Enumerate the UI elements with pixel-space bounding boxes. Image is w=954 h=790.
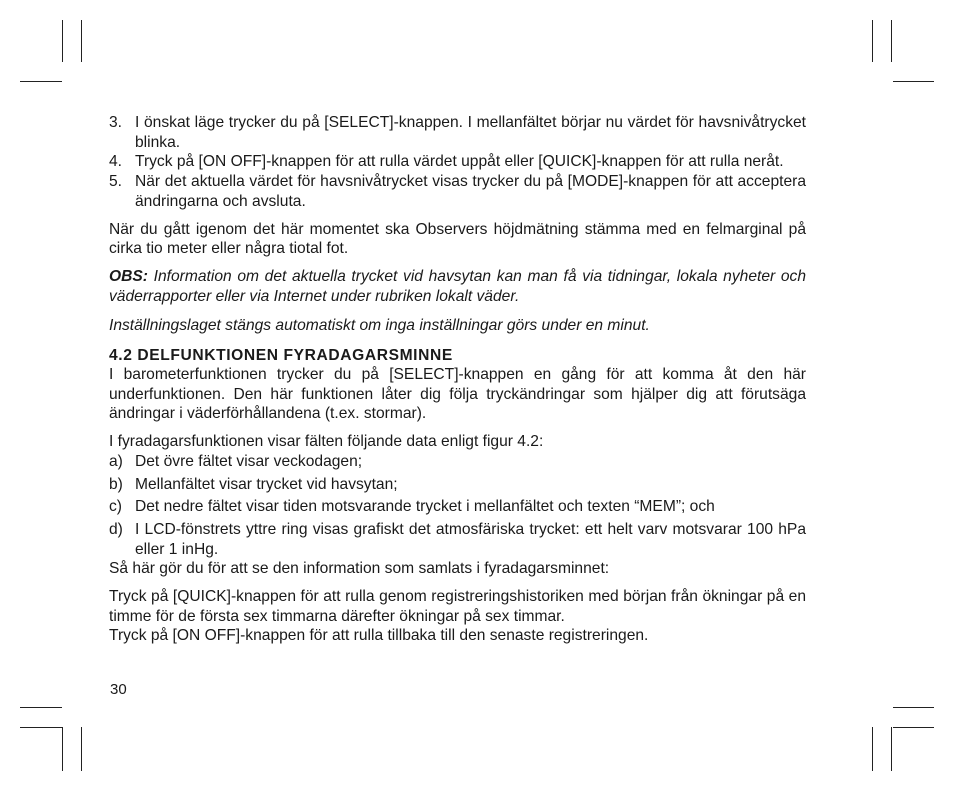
crop-mark xyxy=(872,20,873,62)
item-text: Det nedre fältet visar tiden motsvarande trycket i mellanfältet och texten “MEM”; och xyxy=(135,498,715,516)
step-text: I önskat läge trycker du på [SELECT]-knappen. I mellanfältet börjar nu värdet för havsnivåtrycket blinka. xyxy=(135,114,806,151)
crop-mark xyxy=(62,727,63,771)
crop-mark xyxy=(872,727,873,771)
item-text: I LCD-fönstrets yttre ring visas grafiskt det atmosfäriska trycket: ett helt varv motsvarar 100 hPa eller 1 inHg. xyxy=(135,520,806,558)
settings-exit-note: Inställningslaget stängs automatiskt om inga inställningar görs under en minut. xyxy=(109,317,650,335)
step-number: 3. xyxy=(109,114,123,131)
crop-mark xyxy=(20,727,62,728)
paragraph-onoff: Tryck på [ON OFF]-knappen för att rulla tillbaka till den senaste registreringen. xyxy=(109,627,649,645)
step-text: Tryck på [ON OFF]-knappen för att rulla värdet uppåt eller [QUICK]-knappen för att rulla neråt. xyxy=(135,153,784,171)
step-number: 4. xyxy=(109,153,123,171)
lettered-item xyxy=(109,475,806,495)
numbered-step xyxy=(109,152,806,172)
page-number: 30 xyxy=(110,681,127,698)
crop-mark xyxy=(893,727,934,728)
crop-mark xyxy=(20,707,62,708)
page-content xyxy=(109,113,806,646)
item-letter: a) xyxy=(109,452,123,470)
crop-mark xyxy=(891,727,892,771)
item-text: Mellanfältet visar trycket vid havsytan; xyxy=(135,475,398,493)
crop-mark xyxy=(20,81,62,82)
paragraph-accuracy: När du gått igenom det här momentet ska Observers höjdmätning stämma med en felmarginal på cirka tio meter eller några tiotal fot. xyxy=(109,220,806,258)
crop-mark xyxy=(81,20,82,62)
item-letter: b) xyxy=(109,475,123,493)
numbered-step xyxy=(109,113,806,152)
crop-mark xyxy=(893,707,934,708)
lettered-item xyxy=(109,452,806,472)
obs-note xyxy=(109,267,806,306)
item-letter: d) xyxy=(109,520,123,538)
item-letter: c) xyxy=(109,498,122,516)
paragraph-quick: Tryck på [QUICK]-knappen för att rulla genom registreringshistoriken med början från ökningar på en timme för de första sex timmarna därefter ökningar på sex timmar. xyxy=(109,588,806,625)
step-text: När det aktuella värdet för havsnivåtrycket visas trycker du på [MODE]-knappen för att acceptera ändringarna och avsluta. xyxy=(135,173,806,210)
paragraph-how-to: Så här gör du för att se den information som samlats i fyradagarsminnet: xyxy=(109,560,610,578)
obs-text: Information om det aktuella trycket vid havsytan kan man få via tidningar, lokala nyheter och väderrapporter eller via Internet under rubriken lokalt väder. xyxy=(109,267,806,305)
item-text: Det övre fältet visar veckodagen; xyxy=(135,452,363,470)
lettered-item xyxy=(109,520,806,559)
lettered-item xyxy=(109,497,806,517)
crop-mark xyxy=(81,727,82,771)
section-heading: 4.2 DELFUNKTIONEN FYRADAGARSMINNE xyxy=(109,347,453,365)
crop-mark xyxy=(893,81,934,82)
numbered-step xyxy=(109,172,806,211)
paragraph-intro: I barometerfunktionen trycker du på [SELECT]-knappen en gång för att komma åt den här underfunktionen. Den här funktionen låter dig följa tryckändringar som hjälper dig att förutsäga ändringar i väderförhållandena (t.ex. stormar). xyxy=(109,366,806,423)
crop-mark xyxy=(62,20,63,62)
paragraph-fields-intro: I fyradagarsfunktionen visar fälten följande data enligt figur 4.2: xyxy=(109,433,544,451)
step-number: 5. xyxy=(109,173,123,191)
obs-label: OBS: xyxy=(109,267,148,285)
crop-mark xyxy=(891,20,892,62)
